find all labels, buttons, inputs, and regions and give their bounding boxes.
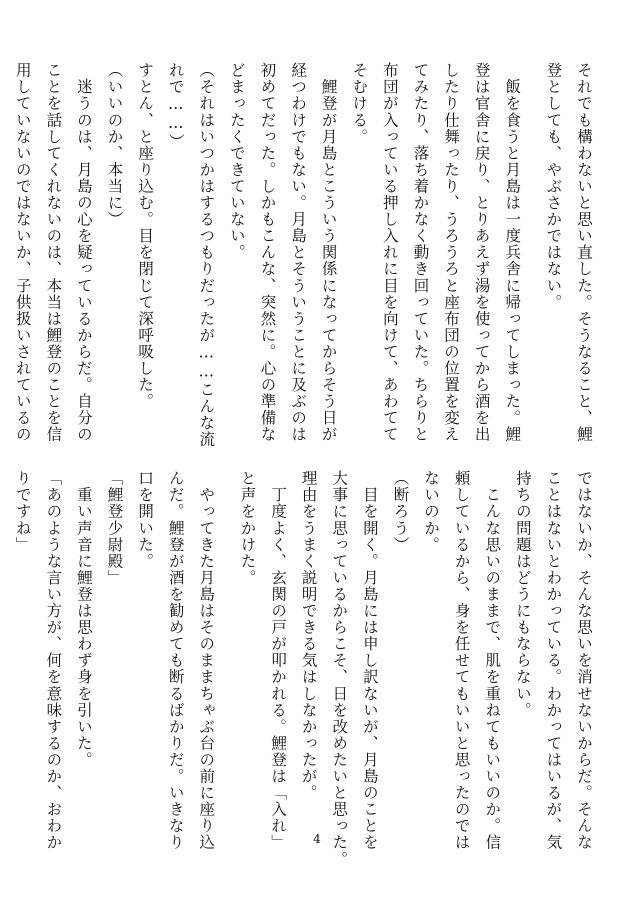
text-line: 鯉登が月島とこういう関係になってからそう日が	[319, 62, 338, 443]
text-line: 「鯉登少尉殿」	[105, 470, 124, 586]
text-line: 重い声音に鯉登は思わず身を引いた。	[74, 470, 93, 768]
text-line: 目を開く。月島には申し訳ないが、月島のことを	[360, 470, 379, 851]
text-line: 「あのような言い方が、何を意味するのか、おわか	[44, 470, 63, 851]
text-line: （断ろう）	[391, 470, 410, 553]
text-line: ないのか。	[422, 470, 441, 553]
text-line: んだ。鯉登が酒を勧めても断るばかりだ。いきなり	[166, 470, 185, 851]
text-line: ことはないとわかっている。わかってはいるが、気	[544, 470, 563, 851]
text-line: したり仕舞ったり、うろうろと座布団の位置を変え	[442, 62, 461, 443]
text-line: りですね」	[13, 470, 32, 553]
text-line: 大事に思っているからこそ、日を改めたいと思った。	[330, 470, 349, 868]
text-line: 登は官舎に戻り、とりあえず湯を使ってから酒を出	[472, 62, 491, 443]
text-line: ではないか、そんな思いを消せないからだ。そんな	[575, 470, 593, 851]
text-line: 登としても、やぶさかではない。	[544, 62, 563, 311]
text-block-upper	[13, 62, 594, 448]
text-line: 飯を食うと月島は一度兵舎に帰ってしまった。鯉	[503, 62, 522, 443]
text-line: （それはいつかはするつもりだったが……こんな流	[197, 62, 216, 448]
text-line: 口を開いた。	[136, 470, 155, 570]
text-line: 初めてだった。しかもこんな、突然に。心の準備な	[258, 62, 277, 443]
text-line: やってきた月島はそのままちゃぶ台の前に座り込	[197, 470, 216, 851]
text-line: ことを話してくれないのは、本当は鯉登のことを信	[44, 62, 63, 443]
text-line: 迷うのは、月島の心を疑っているからだ。自分の	[74, 62, 93, 443]
text-line: てみたり、落ち着かなく動き回っていた。ちらりと	[411, 62, 430, 443]
text-line: 丁度よく、玄関の戸が叩かれる。鯉登は「入れ」	[269, 470, 288, 851]
text-line: そむける。	[350, 62, 369, 145]
text-line: 頼しているから、身を任せてもいいと思ったのでは	[452, 470, 471, 851]
text-line: どまったくできていない。	[227, 62, 246, 261]
text-block-lower	[13, 470, 594, 868]
text-line: と声をかけた。	[238, 470, 257, 586]
text-line: れで……）	[166, 62, 185, 150]
text-line: こんな思いのままで、肌を重ねてもいいのか。信	[483, 470, 502, 851]
text-line: 持ちの問題はどうにもならない。	[513, 470, 532, 719]
text-line: 経つわけでもない。月島とそういうことに及ぶのは	[289, 62, 308, 443]
text-line: 理由をうまく説明できる気はしなかったが。	[299, 470, 318, 801]
page-number: 4	[313, 832, 321, 846]
text-line: それでも構わないと思い直した。そうなること、鯉	[575, 62, 593, 443]
text-line: （いいのか、本当に）	[105, 62, 124, 228]
text-line: 布団が入っている押し入れに目を向けて、あわてて	[380, 62, 399, 443]
text-line: 用していないのではないか、子供扱いされているの	[13, 62, 32, 443]
text-line: すとん、と座り込む。目を閉じて深呼吸した。	[136, 62, 155, 410]
